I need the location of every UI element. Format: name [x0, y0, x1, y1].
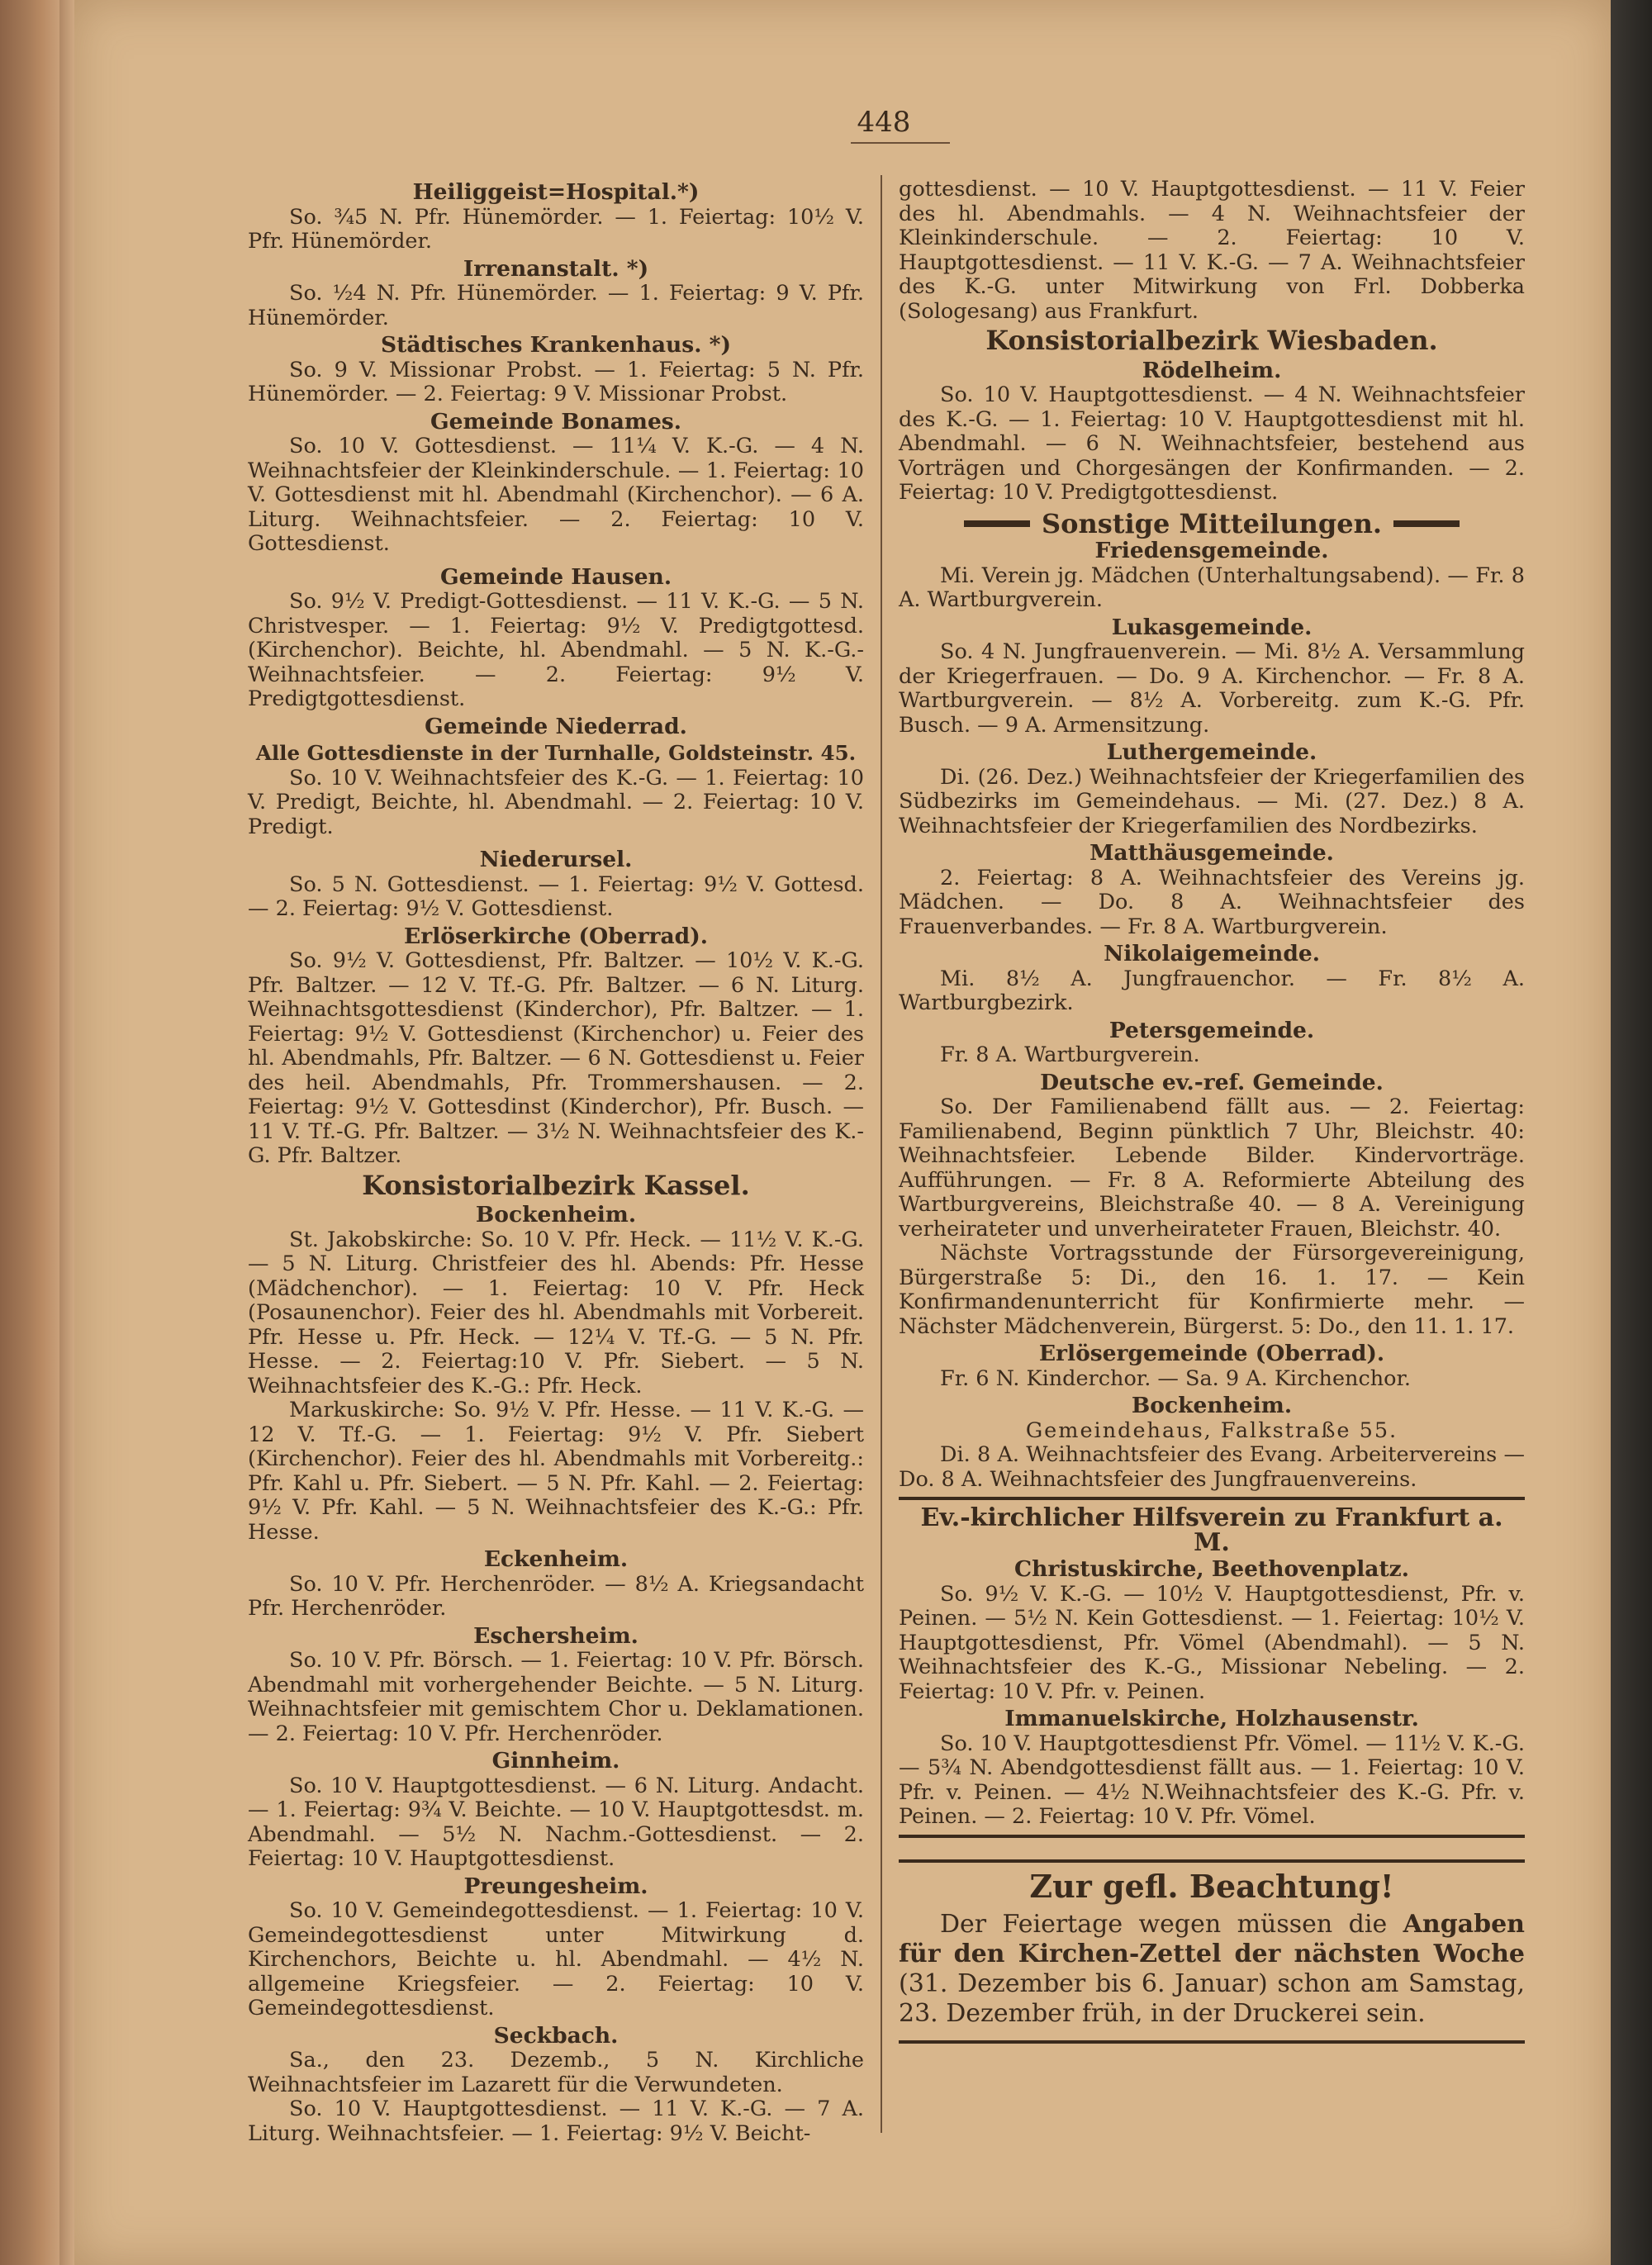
- section-text: Di. 8 A. Weihnachtsfeier des Evang. Arbeitervereins — Do. 8 A. Weihnachtsfeier des Jungfrauenvereins.: [899, 1442, 1525, 1492]
- section-text: So. ½4 N. Pfr. Hünemörder. — 1. Feiertag: 9 V. Pfr. Hünemörder.: [248, 281, 864, 330]
- section-heading: Gemeinde Hausen.: [439, 563, 672, 590]
- page-number: 448: [857, 106, 911, 139]
- section-text: So. 10 V. Gemeindegottesdienst. — 1. Feiertag: 10 V. Gemeindegottesdienst unter Mitwirkung d. Kirchenchors, Beichte u. hl. Abendmahl. — 4½ N. allgemeine Kriegsfeier. — 2. Feiertag: 10 V. Gemeindegottesdienst.: [248, 1898, 864, 2020]
- section-heading: Eschersheim.: [473, 1622, 638, 1649]
- misc-heading-row: [899, 507, 1525, 539]
- section-heading: Erlösergemeinde (Oberrad).: [1038, 1341, 1385, 1366]
- book-cover-edge: [1611, 0, 1652, 2265]
- rule-left: [964, 520, 1030, 527]
- section-heading: Luthergemeinde.: [1106, 739, 1317, 765]
- section-heading: Deutsche ev.-ref. Gemeinde.: [1040, 1069, 1384, 1095]
- section-text: Markuskirche: So. 9½ V. Pfr. Hesse. — 11 V. K.-G. — 12 V. Tf.-G. — 1. Feiertag: 9½ V. Pfr. Siebert (Kirchenchor). Feier des hl. Abendmahls mit Vorbereitg.: Pfr. Kahl u. Pfr. Siebert. — 5 N. Pfr. Kahl. — 2. Feiertag: 9½ V. Pfr. Kahl. — 5 N. Weihnachtsfeier des K.-G.: Pfr. Hesse.: [248, 1398, 864, 1545]
- section-text: So. 10 V. Gottesdienst. — 11¼ V. K.-G. — 4 N. Weihnachtsfeier der Kleinkinderschule. — 1. Feiertag: 10 V. Gottesdienst mit hl. Abendmahl (Kirchenchor). — 6 A. Liturg. Weihnachtsfeier. — 2. Feiertag: 10 V. Gottesdienst.: [248, 434, 864, 556]
- section-heading: Gemeinde Bonames.: [430, 408, 681, 434]
- section-text: So. 10 V. Weihnachtsfeier des K.-G. — 1. Feiertag: 10 V. Predigt, Beichte, hl. Abendmahl. — 2. Feiertag: 10 V. Predigt.: [248, 765, 864, 839]
- section-text: 2. Feiertag: 8 A. Weihnachtsfeier des Vereins jg. Mädchen. — Do. 8 A. Weihnachtsfeier des Frauenverbandes. — Fr. 8 A. Wartburgverein.: [899, 865, 1525, 939]
- section-heading: Friedensgemeinde.: [1094, 538, 1329, 563]
- rule-right: [1393, 520, 1460, 527]
- section-heading: Bockenheim.: [1131, 1393, 1293, 1418]
- section-text: So. Der Familienabend fällt aus. — 2. Feiertag: Familienabend, Beginn pünktlich 7 Uhr, Bleichstr. 40: Weihnachtsfeier. Lebende Bilder. Kindervorträge. Aufführungen. — Fr. 8 A. Reformierte Abteilung des Wartburgvereins, Bleichstraße 40. — 8 A. Vereinigung verheirateter und unverheirateter Frauen, Bleichstr. 40.: [899, 1095, 1525, 1242]
- section-heading: Lukasgemeinde.: [1111, 614, 1313, 640]
- section-heading: Niederursel.: [479, 847, 633, 872]
- section-text: Fr. 6 N. Kinderchor. — Sa. 9 A. Kirchenchor.: [940, 1365, 1412, 1391]
- section-heading: Eckenheim.: [483, 1546, 629, 1572]
- district-heading: Konsistorialbezirk Kassel.: [362, 1169, 750, 1201]
- notice-box: [899, 1859, 1525, 2044]
- section-heading: Seckbach.: [493, 2022, 619, 2049]
- section-heading: Immanuelskirche, Holzhausenstr.: [1004, 1706, 1419, 1731]
- section-text: Nächste Vortragsstunde der Fürsorgevereinigung, Bürgerstraße 5: Di., den 16. 1. 17. — Kein Konfirmandenunterricht für Konfirmierte mehr. — Nächster Mädchenverein, Bürgerst. 5: Do., den 11. 1. 17.: [899, 1241, 1525, 1339]
- section-text: So. 4 N. Jungfrauenverein. — Mi. 8½ A. Versammlung der Kriegerfrauen. — Do. 9 A. Kirchenchor. — Fr. 8 A. Wartburgverein. — 8½ A. Vorbereitg. zum K.-G. Pfr. Busch. — 9 A. Armensitzung.: [899, 639, 1525, 738]
- section-heading: Christuskirche, Beethovenplatz.: [1014, 1556, 1409, 1582]
- hilfsverein-heading: Ev.-kirchlicher Hilfsverein zu Frankfurt a. M.: [920, 1503, 1503, 1557]
- notice-text-2: Angaben für den Kirchen-Zettel der nächsten Woche: [899, 1910, 1525, 1968]
- section-text: So. 5 N. Gottesdienst. — 1. Feiertag: 9½ V. Gottesd. — 2. Feiertag: 9½ V. Gottesdienst.: [248, 871, 864, 921]
- section-subheading: Alle Gottesdienste in der Turnhalle, Goldsteinstr. 45.: [255, 741, 857, 765]
- section-text: Sa., den 23. Dezemb., 5 N. Kirchliche Weihnachtsfeier im Lazarett für die Verwundeten.: [248, 2048, 864, 2097]
- section-text: So. 10 V. Hauptgottesdienst. — 4 N. Weihnachtsfeier des K.-G. — 1. Feiertag: 10 V. Hauptgottesdienst mit hl. Abendmahl. — 6 N. Weihnachtsfeier, bestehend aus Vorträgen und Chorgesängen der Konfirmanden. — 2. Feiertag: 10 V. Predigtgottesdienst.: [899, 382, 1525, 505]
- section-heading: Erlöserkirche (Oberrad).: [404, 923, 708, 949]
- book-spine: [0, 0, 59, 2265]
- page-number-rule: [851, 142, 950, 144]
- notice-title: Zur gefl. Beachtung!: [1029, 1867, 1394, 1905]
- section-heading: Ginnheim.: [491, 1748, 620, 1774]
- column-divider: [881, 175, 882, 2133]
- section-heading: Irrenanstalt. *): [463, 255, 649, 282]
- notice-text-3: (31. Dezember bis 6. Januar) schon am Samstag, 23. Dezember früh, in der Druckerei sein.: [899, 1969, 1525, 2028]
- section-text: So. 10 V. Pfr. Börsch. — 1. Feiertag: 10 V. Pfr. Börsch. Abendmahl mit vorhergehender Beichte. — 5 N. Liturg. Weihnachtsfeier mit gemischtem Chor u. Deklamationen. — 2. Feiertag: 10 V. Pfr. Herchenröder.: [248, 1648, 864, 1746]
- section-heading: Gemeinde Niederrad.: [425, 713, 687, 739]
- section-text: So. ¾5 N. Pfr. Hünemörder. — 1. Feiertag: 10½ V. Pfr. Hünemörder.: [248, 204, 864, 254]
- left-column: [248, 178, 864, 2146]
- hilfsverein-box: [899, 1497, 1525, 1838]
- section-heading: Rödelheim.: [1142, 357, 1282, 383]
- section-heading: Bockenheim.: [475, 1202, 637, 1227]
- section-text: So. 9½ V. Predigt-Gottesdienst. — 11 V. K.-G. — 5 N. Christvesper. — 1. Feiertag: 9½ V. Predigtgottesd. (Kirchenchor). Beichte, hl. Abendmahl. — 5 N. K.-G.-Weihnachtsfeier. — 2. Feiertag: 9½ V. Predigtgottesdienst.: [248, 589, 864, 711]
- right-column: [899, 178, 1525, 2044]
- section-text: So. 9 V. Missionar Probst. — 1. Feiertag: 5 N. Pfr. Hünemörder. — 2. Feiertag: 9 V. Missionar Probst.: [248, 357, 864, 406]
- section-text: So. 10 V. Hauptgottesdienst. — 6 N. Liturg. Andacht. — 1. Feiertag: 9¾ V. Beichte. — 10 V. Hauptgottesdst. m. Abendmahl. — 5½ N. Nachm.-Gottesdienst. — 2. Feiertag: 10 V. Hauptgottesdienst.: [248, 1773, 864, 1871]
- district-heading: Konsistorialbezirk Wiesbaden.: [985, 325, 1438, 356]
- section-heading: Petersgemeinde.: [1108, 1017, 1315, 1043]
- section-subheading: Gemeindehaus, Falkstraße 55.: [1025, 1417, 1398, 1443]
- section-heading: Heiliggeist=Hospital.*): [412, 179, 700, 205]
- section-heading: Preungesheim.: [463, 1873, 648, 1899]
- section-text: Mi. 8½ A. Jungfrauenchor. — Fr. 8½ A. Wartburgbezirk.: [899, 966, 1525, 1015]
- section-text: St. Jakobskirche: So. 10 V. Pfr. Heck. — 11½ V. K.-G. — 5 N. Liturg. Christfeier des hl. Abends: Pfr. Hesse (Mädchenchor). — 1. Feiertag: 10 V. Pfr. Heck (Posaunenchor). Feier des hl. Abendmahls mit Vorbereit. Pfr. Hesse u. Pfr. Heck. — 12¼ V. Tf.-G. — 5 N. Pfr. Hesse. — 2. Feiertag:10 V. Pfr. Siebert. — 5 N. Weihnachtsfeier des K.-G.: Pfr. Heck.: [248, 1227, 864, 1398]
- section-text: So. 10 V. Hauptgottesdienst Pfr. Vömel. — 11½ V. K.-G. — 5¾ N. Abendgottesdienst fällt aus. — 1. Feiertag: 10 V. Pfr. v. Peinen. — 4½ N.Weihnachtsfeier des K.-G. Pfr. v. Peinen. — 2. Feiertag: 10 V. Pfr. Vömel.: [899, 1731, 1525, 1829]
- notice-text-1: Der Feiertage wegen müssen die: [940, 1910, 1403, 1939]
- section-text: So. 10 V. Pfr. Herchenröder. — 8½ A. Kriegsandacht Pfr. Herchenröder.: [248, 1571, 864, 1621]
- page-edge: [59, 0, 74, 2265]
- continued-text: gottesdienst. — 10 V. Hauptgottesdienst. — 11 V. Feier des hl. Abendmahls. — 4 N. Weihnachtsfeier der Kleinkinderschule. — 2. Feiertag: 10 V. Hauptgottesdienst. — 11 V. K.-G. — 7 A. Weihnachtsfeier des K.-G. unter Mitwirkung von Frl. Dobberka (Sologesang) aus Frankfurt.: [899, 177, 1525, 324]
- section-heading: Nikolaigemeinde.: [1104, 941, 1320, 966]
- section-text: So. 10 V. Hauptgottesdienst. — 11 V. K.-G. — 7 A. Liturg. Weihnachtsfeier. — 1. Feiertag: 9½ V. Beicht-: [248, 2096, 864, 2146]
- section-text: Di. (26. Dez.) Weihnachtsfeier der Kriegerfamilien des Südbezirks im Gemeindehaus. — Mi. (27. Dez.) 8 A. Weihnachtsfeier der Kriegerfamilien des Nordbezirks.: [899, 764, 1525, 838]
- section-text: So. 9½ V. K.-G. — 10½ V. Hauptgottesdienst, Pfr. v. Peinen. — 5½ N. Kein Gottesdienst. — 1. Feiertag: 10½ V. Hauptgottesdienst, Pfr. Vömel (Abendmahl). — 5 N. Weihnachtsfeier des K.-G., Missionar Nebeling. — 2. Feiertag: 10 V. Pfr. v. Peinen.: [899, 1581, 1525, 1704]
- notice-text: [899, 1910, 1525, 2029]
- misc-heading: Sonstige Mitteilungen.: [1041, 507, 1383, 539]
- section-heading: Matthäusgemeinde.: [1089, 840, 1334, 866]
- section-text: Fr. 8 A. Wartburgverein.: [940, 1042, 1200, 1067]
- section-text: So. 9½ V. Gottesdienst, Pfr. Baltzer. — 10½ V. K.-G. Pfr. Baltzer. — 12 V. Tf.-G. Pfr. Baltzer. — 6 N. Liturg. Weihnachtsgottesdienst (Kinderchor), Pfr. Baltzer. — 1. Feiertag: 9½ V. Gottesdienst (Kirchenchor) u. Feier des hl. Abendmahls, Pfr. Baltzer. — 6 N. Gottesdienst u. Feier des heil. Abendmahls, Pfr. Trommershausen. — 2. Feiertag: 9½ V. Gottesdinst (Kinderchor), Pfr. Busch. — 11 V. Tf.-G. Pfr. Baltzer. — 3½ N. Weihnachtsfeier des K.-G. Pfr. Baltzer.: [248, 948, 864, 1168]
- section-text: Mi. Verein jg. Mädchen (Unterhaltungsabend). — Fr. 8 A. Wartburgverein.: [899, 563, 1525, 612]
- section-heading: Städtisches Krankenhaus. *): [380, 332, 732, 358]
